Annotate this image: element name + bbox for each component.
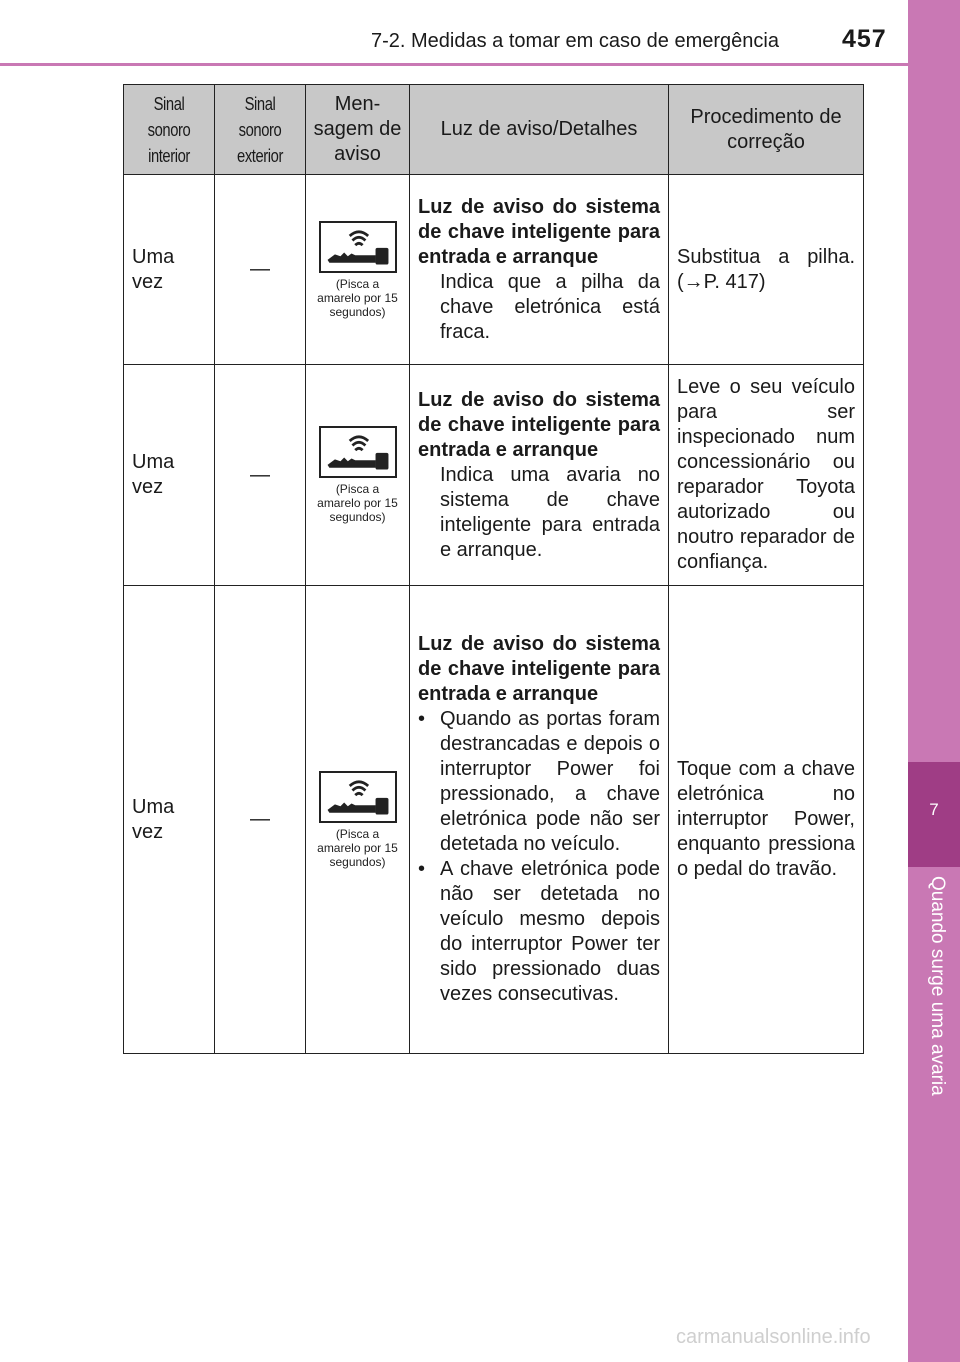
- cell-exterior: —: [215, 175, 306, 365]
- table-row: [124, 175, 864, 365]
- cell-message: [306, 586, 410, 1054]
- cell-message: [306, 365, 410, 586]
- warning-table: [123, 84, 864, 1054]
- cell-message: [306, 175, 410, 365]
- smart-key-warning-icon: [319, 426, 397, 478]
- header-rule: [0, 63, 908, 66]
- cell-interior: Uma vez: [124, 175, 215, 365]
- table-header-row: [124, 85, 864, 175]
- cell-light-detail: [410, 586, 669, 1054]
- icon-caption: (Pisca a amarelo por 15 segundos): [317, 482, 398, 524]
- side-bar: [908, 0, 960, 1362]
- list-item: [418, 857, 660, 1007]
- list-item: [418, 707, 660, 857]
- chapter-title: Quando surge uma avaria: [927, 876, 948, 1096]
- warning-light-description: Indica uma avaria no sistema de chave inteligente para entrada e arranque.: [440, 463, 660, 561]
- cell-exterior: —: [215, 365, 306, 586]
- cell-procedure: Substitua a pilha. (→P. 417): [669, 175, 864, 365]
- warning-light-title: Luz de aviso do sistema de chave inteligente para entrada e arranque: [418, 195, 660, 268]
- header-message: Men-sagem de aviso: [306, 85, 410, 175]
- header-exterior: Sinal sonoro exterior: [215, 85, 306, 175]
- cell-procedure: Toque com a chave eletrónica no interruptor Power, enquanto pressiona o pedal do travão.: [669, 586, 864, 1054]
- warning-light-title: Luz de aviso do sistema de chave inteligente para entrada e arranque: [418, 633, 660, 705]
- bullet-text: A chave eletrónica pode não ser detetada no veículo mesmo depois do interruptor Power ter sido pressionado duas vezes consecutivas.: [440, 858, 660, 1005]
- table-row: [124, 365, 864, 586]
- bullet-icon: •: [418, 858, 426, 880]
- bullet-text: Quando as portas foram destrancadas e depois o interruptor Power foi pressionado, a chave eletrónica pode não ser detetada no veículo.: [440, 708, 660, 855]
- smart-key-warning-icon: [319, 221, 397, 273]
- page-number: 457: [842, 25, 887, 53]
- icon-caption: (Pisca a amarelo por 15 segundos): [317, 826, 398, 869]
- watermark: carmanualsonline.info: [676, 1326, 871, 1348]
- cell-light-detail: [410, 365, 669, 586]
- table-row: [124, 586, 864, 1054]
- header-interior: Sinal sonoro interior: [124, 85, 215, 175]
- warning-light-description: Indica que a pilha da chave eletrónica está fraca.: [440, 270, 660, 343]
- icon-caption: (Pisca a amarelo por 15 segundos): [317, 276, 398, 319]
- cell-interior: Uma vez: [124, 586, 215, 1054]
- bullet-icon: •: [418, 708, 426, 730]
- smart-key-warning-icon: [319, 771, 397, 823]
- warning-light-title: Luz de aviso do sistema de chave inteligente para entrada e arranque: [418, 388, 660, 461]
- chapter-number: 7: [929, 800, 939, 819]
- cell-procedure: Leve o seu veículo para ser inspecionado num concessionário ou reparador Toyota autorizado ou noutro reparador de confiança.: [669, 365, 864, 586]
- header-procedure: Procedimento de correção: [669, 85, 864, 175]
- cell-exterior: —: [215, 586, 306, 1054]
- section-title: 7-2. Medidas a tomar em caso de emergência: [371, 30, 779, 52]
- header-light: Luz de aviso/Detalhes: [410, 85, 669, 175]
- cell-interior: Uma vez: [124, 365, 215, 586]
- cell-light-detail: [410, 175, 669, 365]
